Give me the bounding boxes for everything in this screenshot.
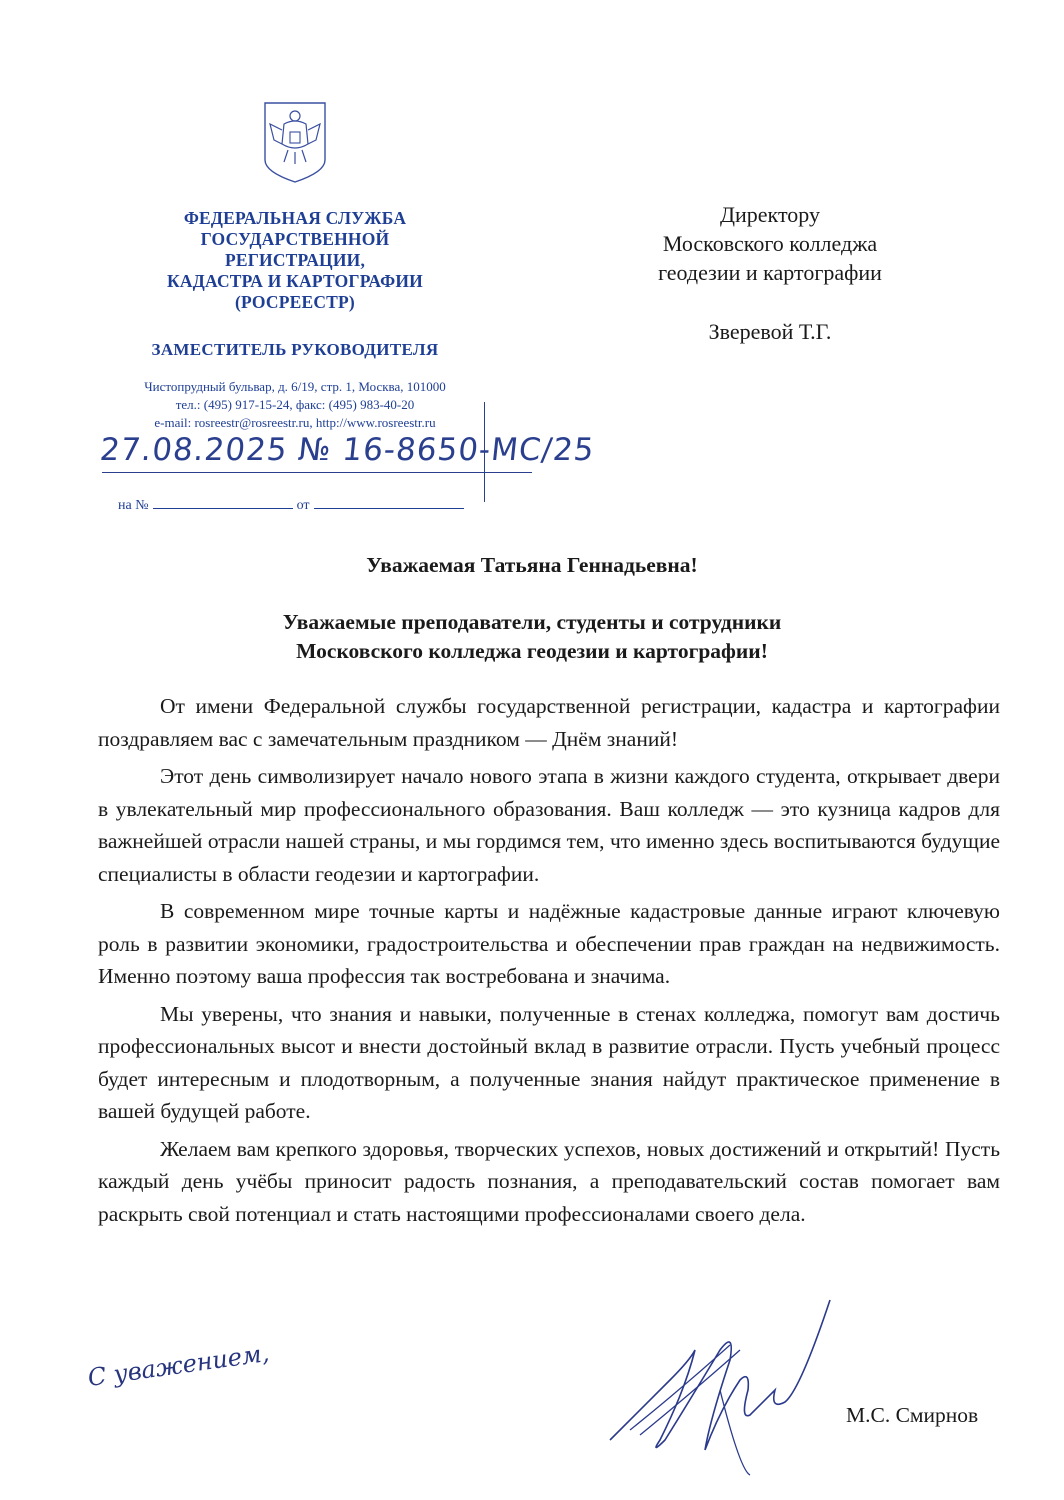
registration-divider — [484, 402, 485, 502]
addressee-line: Директору — [720, 202, 820, 227]
registration-underline — [102, 472, 532, 473]
contact-block — [110, 378, 480, 432]
org-line: РЕГИСТРАЦИИ, — [224, 250, 366, 270]
ref-number-blank — [153, 496, 293, 509]
signer-name: М.С. Смирнов — [846, 1403, 979, 1427]
ref-from: от — [296, 498, 310, 513]
body-paragraph: В современном мире точные карты и надёжные кадастровые данные играют ключевую роль в развитии экономики, градостроительства и обеспечении прав граждан на недвижимость. Именно поэтому ваша профессия так востребована и значима. — [98, 899, 1000, 988]
address-line: Чистопрудный бульвар, д. 6/19, стр. 1, Москва, 101000 — [144, 379, 446, 394]
addressee-block — [620, 200, 920, 346]
ref-date-blank — [314, 496, 464, 509]
ref-prefix: на № — [118, 498, 149, 513]
body-paragraph: Желаем вам крепкого здоровья, творческих успехов, новых достижений и открытий! Пусть каждый день учёбы приносит радость познания, а преподавательский состав помогает вам раскрыть свой потенциал и стать настоящими профессионалами своего дела. — [98, 1136, 1000, 1226]
addressee-line: геодезии и картографии — [658, 260, 882, 285]
org-line: ФЕДЕРАЛЬНАЯ СЛУЖБА — [183, 208, 407, 228]
sender-position: ЗАМЕСТИТЕЛЬ РУКОВОДИТЕЛЯ — [151, 340, 439, 359]
reference-line — [118, 496, 464, 514]
salutation-collective — [100, 608, 964, 666]
org-line: ГОСУДАРСТВЕННОЙ — [200, 229, 390, 249]
salutation-personal — [100, 551, 964, 580]
signature-scribble — [600, 1290, 840, 1480]
registration-text: 27.08.2025 № 16-8650-МС/25 — [98, 432, 597, 468]
registration-number — [98, 432, 597, 482]
body-paragraph: От имени Федеральной службы государственной регистрации, кадастра и картографии поздравляем вас с замечательным праздником — Днём знаний! — [98, 694, 1000, 751]
salutation-line: Уважаемая Татьяна Геннадьевна! — [366, 553, 698, 577]
handwritten-closing — [86, 1320, 300, 1410]
coat-of-arms-icon — [262, 100, 328, 184]
body-paragraph: Этот день символизирует начало нового этапа в жизни каждого студента, открывает двери в увлекательный мир профессионального образования. Ваш колледж — это кузница кадров для важнейшей отрасли нашей страны, и мы гордимся тем, что именно здесь воспитываются будущие специалисты в области геодезии и картографии. — [98, 764, 1000, 886]
org-line: КАДАСТРА И КАРТОГРАФИИ — [167, 271, 423, 291]
org-line: (РОСРЕЕСТР) — [235, 292, 355, 312]
addressee-name: Зверевой Т.Г. — [708, 319, 832, 344]
web-line: e-mail: rosreestr@rosreestr.ru, http://www.rosreestr.ru — [154, 415, 436, 430]
organization-name — [120, 208, 470, 313]
addressee-line: Московского колледжа — [662, 231, 878, 256]
body-paragraph: Мы уверены, что знания и навыки, полученные в стенах колледжа, помогут вам достичь профессиональных высот и внести достойный вклад в развитие отрасли. Пусть учебный процесс будет интересным и плодотворным, а полученные знания найдут практическое применение в вашей будущей работе. — [98, 1001, 1000, 1123]
phone-line: тел.: (495) 917-15-24, факс: (495) 983-40-20 — [175, 397, 415, 412]
closing-text: С уважением, — [86, 1338, 271, 1392]
salutation-line: Московского колледжа геодезии и картографии! — [296, 639, 768, 663]
letter-body — [98, 690, 1000, 1235]
salutation-line: Уважаемые преподаватели, студенты и сотрудники — [282, 610, 782, 634]
